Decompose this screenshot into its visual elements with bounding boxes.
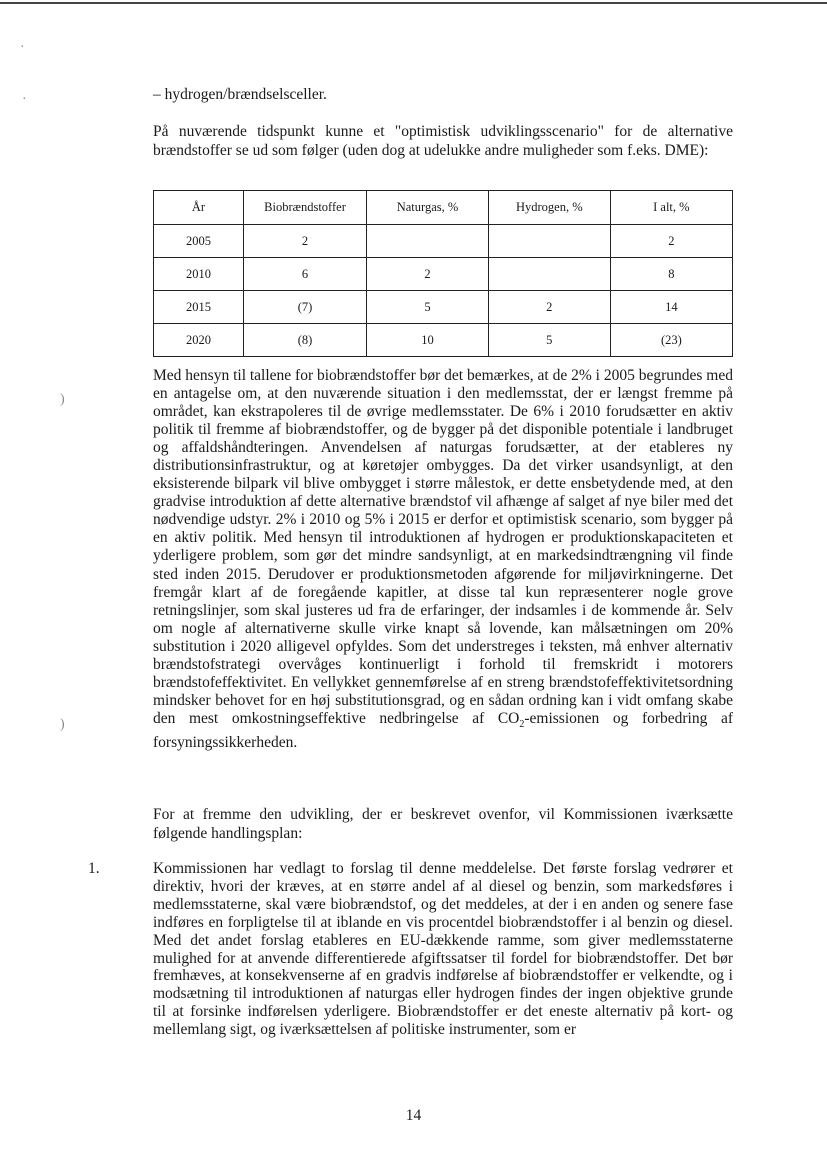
table-cell [488, 258, 610, 291]
analysis-text: Med hensyn til tallene for biobrændstoffer bør det bemærkes, at de 2% i 2005 begrundes med en antagelse om, at den nuværende situation i den medlemsstat, der er længst fremme på området, kan ekstrapoleres til de øvrige medlemsstater. De 6% i 2010 forudsætter en aktiv politik til fremme af biobrændstoffer, og de bygger på det disponible potentiale i landbruget og affaldshåndteringen. Anvendelsen af naturgas forudsætter, at der etableres ny distributionsinfrastruktur, og at køretøjer ombygges. Da det virker usandsynligt, at den eksisterende bilpark vil blive ombygget i større målestok, er dette ensbetydende med, at den gradvise introduktion af dette alternative brændstof vil afhænge af salget af nye biler med det nødvendige udstyr. 2% i 2010 og 5% i 2015 er derfor et optimistisk scenario, som bygger på en aktiv politik. Med hensyn til introduktionen af hydrogen er produktionskapaciteten et yderligere problem, som gør det mindre sandsynligt, at en markedsindtrængning vil finde sted inden 2015. Derudover er produktionsmetoden afgørende for miljøvirkningerne. Det fremgår klart af de foregående kapitler, at disse tal kun repræsenterer nogle grove retningslinjer, som skal justeres ud fra de erfaringer, der indsamles i de kommende år. Selv om nogle af alternativerne skulle virke knapt så lovende, kan målsætningen om 20% substitution i 2020 alligevel opfyldes. Som det understreges i teksten, må enhver alternativ brændstofstrategi overvåges kontinuerligt i forhold til fremskridt i motorers brændstofeffektivitet. En vellykket gennemførelse af en streng brændstofeffektivitetsordning mindsker behovet for en høj substitutionsgrad, og en sådan ordning kan i vidt omfang skabe den mest omkostningseffektive nedbringelse af CO [153, 367, 733, 727]
table-cell: 2 [243, 225, 366, 258]
action-plan-intro: For at fremme den udvikling, der er beskrevet ovenfor, vil Kommissionen iværksætte følgende handlingsplan: [153, 806, 733, 842]
table-row [154, 291, 733, 324]
table-row [154, 324, 733, 357]
top-border-line [0, 2, 827, 4]
co2-subscript: 2 [519, 718, 525, 730]
table-header-cell: Hydrogen, % [488, 191, 610, 225]
scan-mark: · [22, 92, 27, 107]
table-cell: 2015 [154, 291, 244, 324]
table-cell: 2 [488, 291, 610, 324]
list-item-text: Kommissionen har vedlagt to forslag til denne meddelelse. Det første forslag vedrører et direktiv, hvori der kræves, at en større andel af al diesel og benzin, som markedsføres i medlemsstaterne, skal være biobrændstof, og det meddeles, at der i en anden og senere fase indføres en forpligtelse til at iblande en vis procentdel biobrændstoffer i al benzin og diesel. Med det andet forslag etableres en EU-dækkende ramme, som giver medlemsstaterne mulighed for at anvende differentierede afgiftssatser til fordel for biobrændstoffer. Det bør fremhæves, at konsekvenserne af en gradvis indførelse af biobrændstoffer er velkendte, og i modsætning til introduktionen af naturgas eller hydrogen findes der ingen objektive grunde til at forsinke indførelsen yderligere. Biobrændstoffer er det eneste alternativ på kort- og mellemlang sigt, og iværksættelsen af politiske instrumenter, som er [153, 860, 733, 1039]
table-cell [367, 225, 489, 258]
table-header-row [154, 191, 733, 225]
table-header-cell: Naturgas, % [367, 191, 489, 225]
table-cell: 5 [367, 291, 489, 324]
table-cell: 2 [367, 258, 489, 291]
table-cell: (23) [610, 324, 732, 357]
table-row [154, 225, 733, 258]
table-cell: 10 [367, 324, 489, 357]
table-cell: 2010 [154, 258, 244, 291]
table-cell: 14 [610, 291, 732, 324]
table-cell: (8) [243, 324, 366, 357]
table-cell: 5 [488, 324, 610, 357]
table-cell: (7) [243, 291, 366, 324]
table-header-cell: Biobrændstoffer [243, 191, 366, 225]
table-cell: 2005 [154, 225, 244, 258]
analysis-paragraph [153, 367, 733, 752]
table-header-cell: År [154, 191, 244, 225]
list-item-number: 1. [88, 860, 100, 877]
analysis-text-end: -emissionen og forbedring af forsyningssikkerheden. [153, 709, 733, 752]
table-header-cell: I alt, % [610, 191, 732, 225]
table-cell: 8 [610, 258, 732, 291]
table-cell: 6 [243, 258, 366, 291]
scan-mark: ) [60, 717, 65, 732]
scan-mark: ) [60, 392, 65, 407]
intro-paragraph: På nuværende tidspunkt kunne et "optimistisk udviklingsscenario" for de alternative brændstoffer se ud som følger (uden dog at udelukke andre muligheder som f.eks. DME): [153, 123, 733, 159]
scan-mark: · [20, 40, 25, 55]
table-row [154, 258, 733, 291]
table-cell: 2 [610, 225, 732, 258]
table-cell [488, 225, 610, 258]
scenario-table [153, 190, 733, 357]
page-number: 14 [405, 1107, 422, 1124]
table-cell: 2020 [154, 324, 244, 357]
list-dash-item: – hydrogen/brændselsceller. [153, 86, 327, 103]
